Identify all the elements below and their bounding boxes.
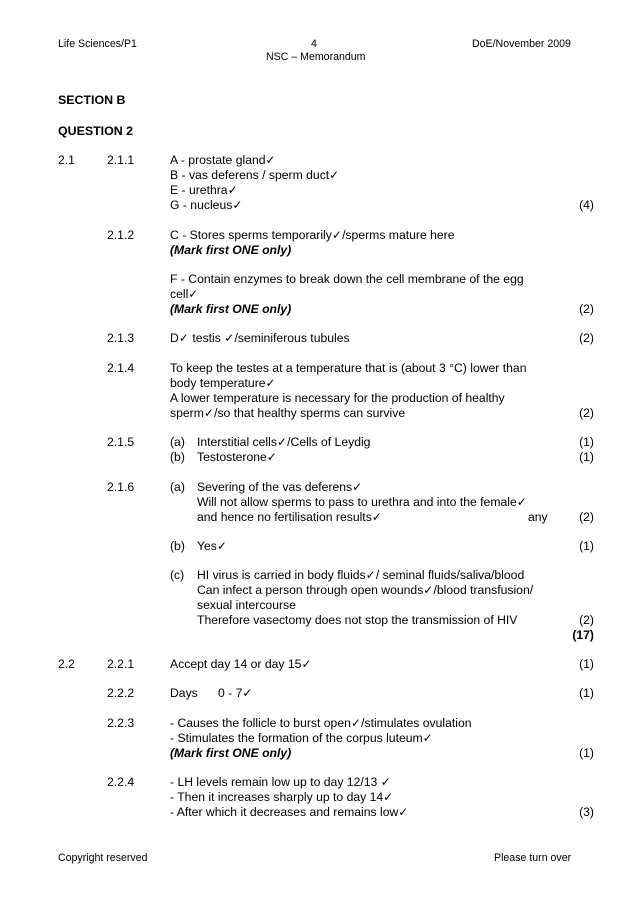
marking-note: (Mark first ONE only): [170, 746, 292, 760]
answer-line: C - Stores sperms temporarily✓/sperms mature here: [170, 228, 455, 242]
subquestion-number: 2.1.2: [107, 228, 135, 242]
subquestion-number: 2.1.3: [107, 331, 135, 345]
footer-turn-over: Please turn over: [494, 852, 572, 864]
answer-line: and hence no fertilisation results✓: [197, 510, 383, 524]
answer-line: Will not allow sperms to pass to urethra and into the female✓: [197, 495, 527, 509]
subquestion-number: 2.2.4: [107, 775, 135, 789]
marking-note: (Mark first ONE only): [170, 243, 292, 257]
answer-line: Interstitial cells✓/Cells of Leydig: [197, 435, 371, 449]
answer-line: Yes✓: [197, 539, 228, 553]
answer-line: - Then it increases sharply up to day 14✓: [170, 790, 394, 804]
mark-allocation: (1): [579, 435, 594, 449]
mark-allocation: (2): [579, 406, 594, 420]
answer-line: G - nucleus✓: [170, 198, 243, 212]
answer-line: sperm✓/so that healthy sperms can survive: [170, 406, 406, 420]
mark-allocation: (3): [579, 805, 594, 819]
mark-allocation: (2): [579, 613, 594, 627]
question-number: 2.2: [58, 657, 75, 671]
subquestion-number: 2.1.4: [107, 361, 135, 375]
item-label: (a): [170, 435, 185, 449]
mark-allocation: (1): [579, 450, 594, 464]
answer-line: body temperature✓: [170, 376, 276, 390]
subquestion-number: 2.1.6: [107, 480, 135, 494]
mark-allocation: (1): [579, 686, 594, 700]
mark-allocation: (1): [579, 539, 594, 553]
answer-line: Can infect a person through open wounds✓/blood transfusion/: [197, 583, 534, 597]
answer-line: - After which it decreases and remains low✓: [170, 805, 409, 819]
answer-line: Severing of the vas deferens✓: [197, 480, 363, 494]
answer-line: To keep the testes at a temperature that is (about 3 °C) lower than: [170, 361, 527, 375]
marking-note: (Mark first ONE only): [170, 302, 292, 316]
item-label: (b): [170, 450, 185, 464]
header-date: DoE/November 2009: [472, 38, 571, 50]
subquestion-number: 2.2.3: [107, 716, 135, 730]
answer-line: Testosterone✓: [197, 450, 277, 464]
header-memorandum: NSC – Memorandum: [266, 51, 366, 63]
answer-line: Accept day 14 or day 15✓: [170, 657, 312, 671]
item-label: (b): [170, 539, 185, 553]
answer-line: - Stimulates the formation of the corpus luteum✓: [170, 731, 433, 745]
subquestion-number: 2.1.1: [107, 153, 135, 167]
answer-line: sexual intercourse: [197, 598, 296, 612]
mark-allocation: (1): [579, 657, 594, 671]
mark-allocation: (2): [579, 302, 594, 316]
question-number: 2.1: [58, 153, 75, 167]
answer-line: Therefore vasectomy does not stop the transmission of HIV: [197, 613, 518, 627]
footer-copyright: Copyright reserved: [58, 852, 148, 864]
answer-line: HI virus is carried in body fluids✓/ seminal fluids/saliva/blood: [197, 568, 525, 582]
question-total: (17): [572, 628, 594, 642]
answer-line: Days: [170, 686, 198, 700]
answer-line: D✓ testis ✓/seminiferous tubules: [170, 331, 350, 345]
header-subject: Life Sciences/P1: [58, 38, 137, 50]
page-number: 4: [311, 38, 317, 50]
mark-allocation: (1): [579, 746, 594, 760]
mark-allocation: (4): [579, 198, 594, 212]
answer-line: A - prostate gland✓: [170, 153, 276, 167]
answer-line: B - vas deferens / sperm duct✓: [170, 168, 340, 182]
answer-value: 0 - 7✓: [218, 686, 253, 700]
answer-line: F - Contain enzymes to break down the cell membrane of the egg: [170, 272, 524, 286]
answer-line: E - urethra✓: [170, 183, 238, 197]
item-label: (c): [170, 568, 185, 582]
question-heading: QUESTION 2: [58, 124, 134, 138]
item-label: (a): [170, 480, 185, 494]
mark-allocation: (2): [579, 331, 594, 345]
subquestion-number: 2.2.2: [107, 686, 135, 700]
answer-line: - LH levels remain low up to day 12/13 ✓: [170, 775, 391, 789]
answer-line: cell✓: [170, 287, 199, 301]
answer-line: A lower temperature is necessary for the production of healthy: [170, 391, 505, 405]
answer-line: - Causes the follicle to burst open✓/stimulates ovulation: [170, 716, 472, 730]
any-note: any: [528, 510, 548, 524]
subquestion-number: 2.1.5: [107, 435, 135, 449]
section-heading: SECTION B: [58, 93, 126, 107]
subquestion-number: 2.2.1: [107, 657, 135, 671]
mark-allocation: (2): [579, 510, 594, 524]
